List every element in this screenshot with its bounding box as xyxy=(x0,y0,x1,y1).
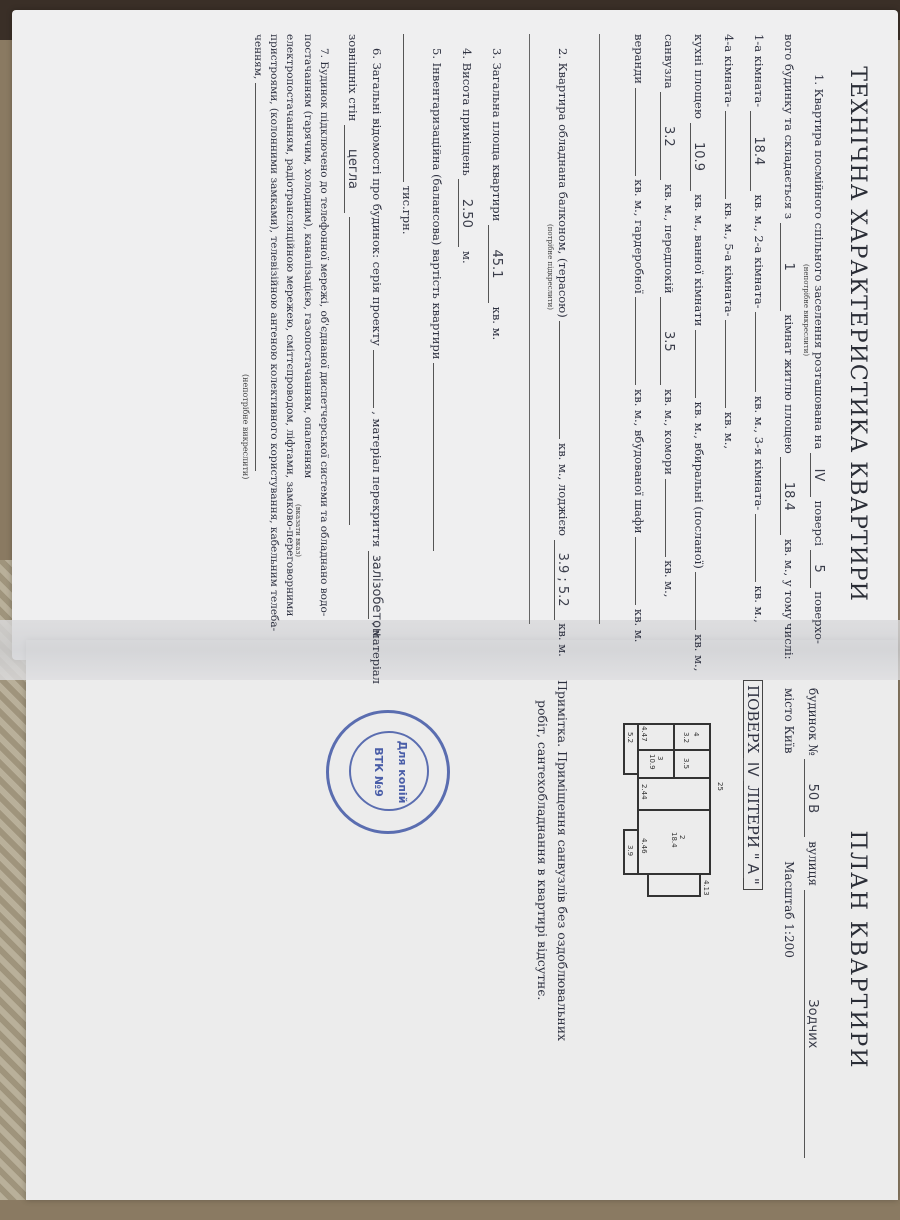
plan-title: ПЛАН КВАРТИРИ xyxy=(845,830,870,1070)
line-10: 4. Висота приміщень 2.50 м. xyxy=(459,48,474,264)
plan-n25: 25 xyxy=(716,782,724,791)
characteristics-page xyxy=(10,34,870,684)
plan-d2: 4.47 xyxy=(640,726,648,742)
line-8: 2. Квартира обладнана балконом, (терасою) кв. м., лоджією 3.9 ; 5.2 кв. м. xyxy=(555,48,570,657)
line-16: постачанням (гарячим, холодним), каналізацією, газопостачанням, опаленням xyxy=(302,34,314,479)
line-14: зовнішніх стін цегла xyxy=(344,34,360,525)
plan-r3: 10.9 xyxy=(648,754,656,770)
hint-4: (непотрібне викреслити) xyxy=(241,374,250,480)
plan-b2: 3.9 xyxy=(626,845,634,857)
floor-plan-drawing xyxy=(620,720,730,910)
hint-2: (потрібне підкреслити) xyxy=(546,224,554,310)
line-15: 7. Будинок підключено до телефонної мережі, об'єднаної диспетчерської системи та обладнано водо- xyxy=(318,48,330,617)
height-value: 2.50 xyxy=(458,179,474,247)
page-title: ТЕХНІЧНА ХАРАКТЕРИСТИКА КВАРТИРИ xyxy=(845,66,870,602)
bathroom-value: 3.2 xyxy=(660,92,676,180)
rooms-count-value: 1 xyxy=(780,223,796,311)
kitchen-value: 10.9 xyxy=(690,123,706,191)
scale-label: Масштаб 1:200 xyxy=(782,861,796,958)
plan-r2: 3.5 xyxy=(682,758,690,770)
line-11: 5. Інвентаризаційна (балансова) вартість квартири xyxy=(430,48,444,551)
plan-d3: 4.46 xyxy=(640,838,648,854)
floor-value: IV xyxy=(810,453,826,497)
floor-letter-line: ПОВЕРХ IV ЛІТЕРИ "А" xyxy=(743,680,762,890)
line-17: електропостачанням, радіотрансляційною мережею, сміттєпроводом, ліфтами, замково-переговорними xyxy=(284,34,296,617)
city-line: місто Київ Масштаб 1:200 xyxy=(782,688,796,958)
street-name: Зодчих xyxy=(804,890,820,1158)
city-name: Київ xyxy=(782,725,796,754)
plan-page xyxy=(10,680,870,1220)
address-line: будинок № 50 В вулиця Зодчих xyxy=(804,688,820,1158)
blank-line xyxy=(599,34,600,624)
hallway-value: 3.5 xyxy=(660,297,676,385)
note-line-1: Примітка. Приміщення санвузлів без оздоблювальних xyxy=(555,680,570,1042)
hint-1: (непотрібне викреслити) xyxy=(802,264,810,357)
room1-value: 18.4 xyxy=(750,111,766,191)
plan-d4: 4.13 xyxy=(702,880,710,896)
floor-material-value: залізобетон xyxy=(368,551,384,619)
plan-n3: 3 xyxy=(656,756,664,761)
line-1: 1. Квартира посмійного спільного заселення розташована на IV поверсі 5 поверхо- xyxy=(811,74,826,644)
plan-b1: 5.2 xyxy=(626,732,634,744)
plan-n4: 4 xyxy=(692,732,700,737)
plan-d1: 2.44 xyxy=(640,784,648,800)
line-12: тис.грн. xyxy=(400,34,414,235)
total-area-value: 45.1 xyxy=(488,225,504,303)
btk-stamp: Для копій ВТК №9 xyxy=(326,710,450,834)
line-7: веранди кв. м., гардеробної кв. м., вбудованої шафи кв. м. xyxy=(632,34,646,643)
house-number: 50 В xyxy=(804,759,820,837)
floors-total-value: 5 xyxy=(810,550,826,588)
plan-r1: 3.2 xyxy=(682,732,690,744)
living-area-value: 18.4 xyxy=(780,457,796,535)
wall-material-value: цегла xyxy=(344,125,360,213)
line-4: 4-а кімната- кв. м., 5-а кімната- кв. м., xyxy=(722,34,736,450)
line-19: ченням, xyxy=(252,34,264,471)
line-3: 1-а кімната- 18.4 кв. м., 2-а кімната- кв. м., 3-я кімната- кв. м., xyxy=(751,34,766,623)
loggia-value: 3.9 ; 5.2 xyxy=(554,540,570,620)
plan-n2: 2 xyxy=(678,835,686,840)
line-6: санвузла 3.2 кв. м., передпокій 3.5 кв. м., комори кв. м., xyxy=(661,34,676,598)
blank-line xyxy=(529,34,530,624)
line-5: кухні площею 10.9 кв. м., ванної кімнати кв. м., вбиральні (посланої) кв. м., xyxy=(691,34,706,672)
plan-r4: 18.4 xyxy=(670,832,678,848)
line-2: вого будинку та складається з 1 кімнат житлю площею 18.4 кв. м., у тому числі: xyxy=(781,34,796,660)
hint-3: (вказати вказ) xyxy=(294,504,302,558)
plan-letter: А xyxy=(743,860,762,878)
line-9: 3. Загальна площа квартири 45.1 кв. м. xyxy=(489,48,504,341)
plan-floor: IV xyxy=(743,758,762,781)
line-18: пристроями, (колонними замками), телевізійною антеною колективного користування, кабельним телеба- xyxy=(268,34,280,632)
note-line-2: робіт, сантехобладнання в квартирі відсутнє. xyxy=(535,700,550,1001)
line-13: 6. Загальні відомості про будинок: серія проекту , матеріал перекриття залізобетон , матеріал xyxy=(369,48,384,684)
